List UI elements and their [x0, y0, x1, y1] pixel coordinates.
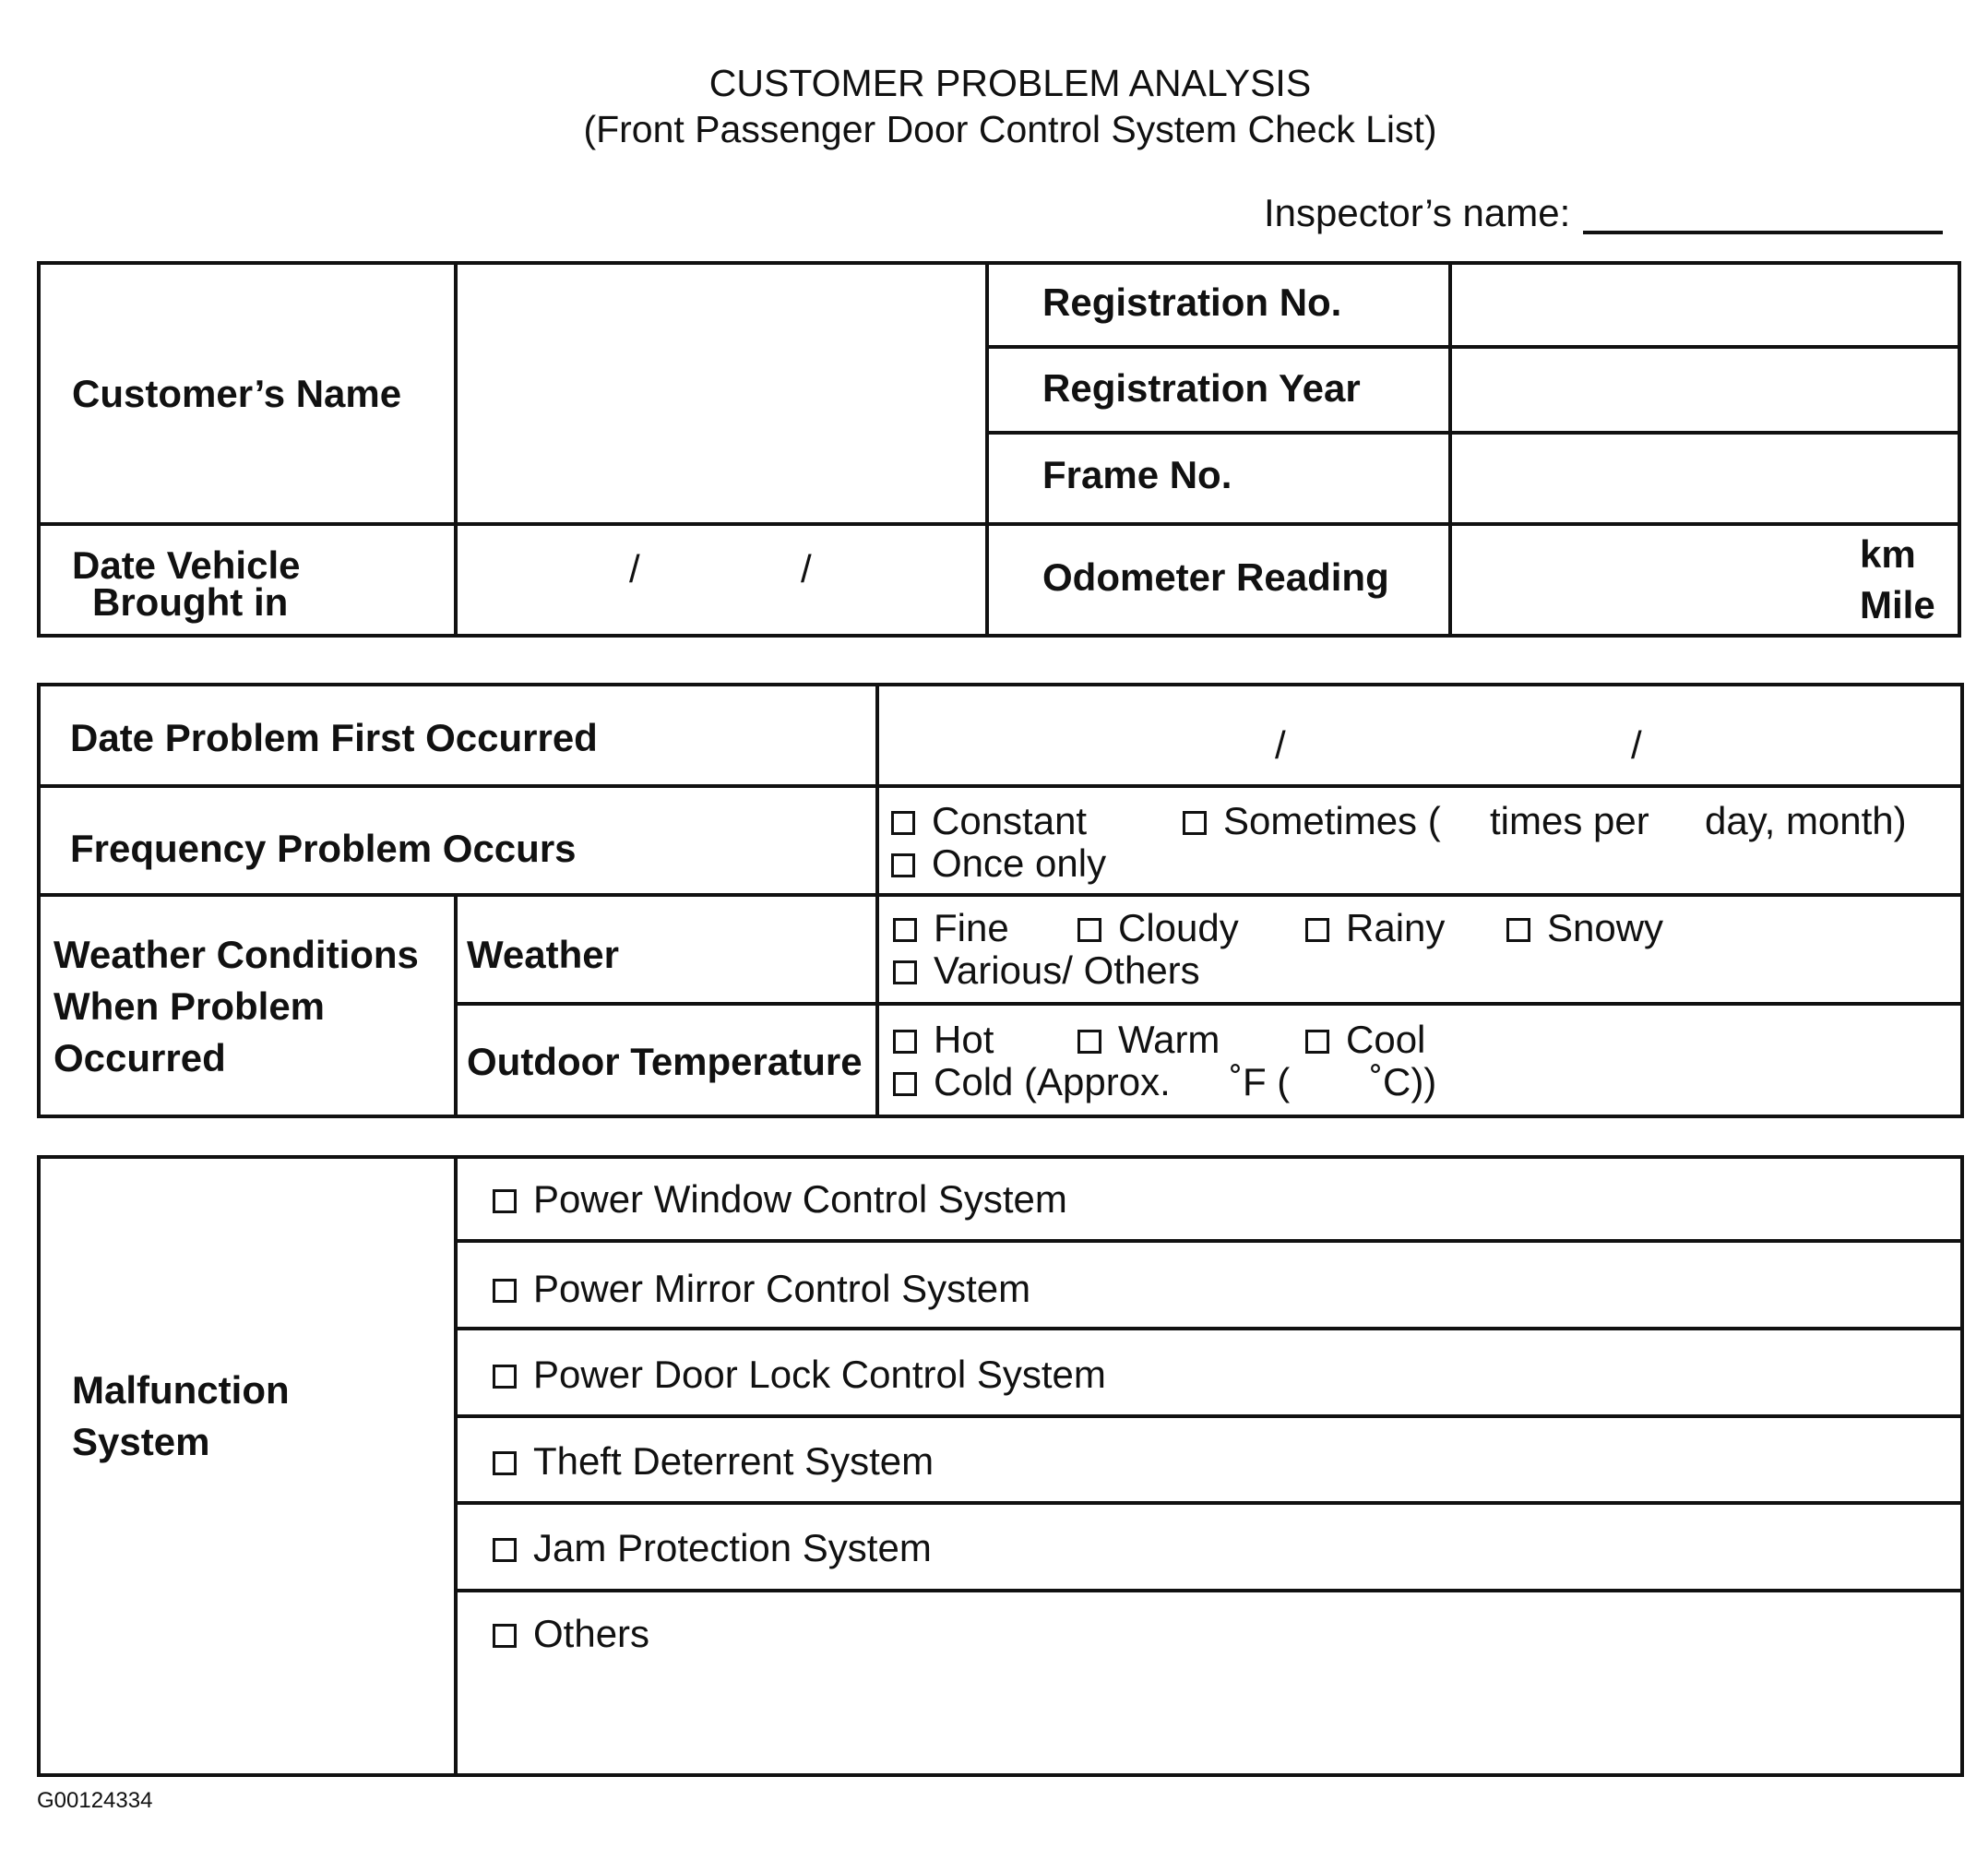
- malfunction-system-label-line2: System: [72, 1420, 210, 1463]
- frequency-option-constant[interactable]: Constant: [891, 800, 1087, 842]
- malfunction-option-power-window[interactable]: Power Window Control System: [493, 1178, 1067, 1221]
- temperature-option-cool[interactable]: Cool: [1305, 1019, 1425, 1061]
- form-title: CUSTOMER PROBLEM ANALYSIS: [708, 62, 1312, 104]
- checkbox[interactable]: [493, 1624, 517, 1648]
- registration-year-label: Registration Year: [1042, 366, 1361, 410]
- inspector-name-field[interactable]: [1583, 231, 1943, 234]
- temperature-option-cold[interactable]: Cold (Approx.: [893, 1061, 1171, 1103]
- checkbox[interactable]: [891, 853, 915, 877]
- registration-no-field[interactable]: [1456, 268, 1954, 343]
- odometer-reading-label: Odometer Reading: [1042, 555, 1389, 599]
- frame-no-label: Frame No.: [1042, 453, 1232, 496]
- odometer-reading-field[interactable]: [1456, 528, 1843, 633]
- frame-no-field[interactable]: [1456, 436, 1954, 519]
- weather-option-rainy[interactable]: Rainy: [1305, 907, 1445, 949]
- date-first-occurred-field[interactable]: [883, 690, 1958, 781]
- weather-option-various[interactable]: Various/ Others: [893, 949, 1200, 992]
- malfunction-option-power-mirror[interactable]: Power Mirror Control System: [493, 1268, 1030, 1310]
- customer-name-label: Customer’s Name: [72, 372, 402, 415]
- odometer-unit-km: km: [1860, 532, 1916, 576]
- malfunction-option-theft-deterrent[interactable]: Theft Deterrent System: [493, 1440, 934, 1483]
- registration-no-label: Registration No.: [1042, 280, 1342, 324]
- date-brought-in-label-line1: Date Vehicle: [72, 543, 301, 587]
- date-brought-in-label-line2: Brought in: [92, 580, 289, 624]
- registration-year-field[interactable]: [1456, 351, 1954, 428]
- checkbox[interactable]: [1077, 918, 1101, 942]
- checkbox[interactable]: [893, 1030, 917, 1054]
- weather-option-fine[interactable]: Fine: [893, 907, 1009, 949]
- checkbox[interactable]: [493, 1189, 517, 1213]
- date-first-occurred-label: Date Problem First Occurred: [70, 716, 598, 759]
- date-brought-in-field[interactable]: [461, 528, 980, 633]
- day-month-text: day, month): [1705, 799, 1907, 842]
- weather-option-snowy[interactable]: Snowy: [1506, 907, 1663, 949]
- checkbox[interactable]: [1305, 918, 1329, 942]
- times-per-text: times per: [1490, 799, 1649, 842]
- malfunction-system-table: [37, 1155, 1964, 1777]
- frequency-label: Frequency Problem Occurs: [70, 827, 577, 870]
- weather-option-cloudy[interactable]: Cloudy: [1077, 907, 1239, 949]
- deg-c-text: ˚C)): [1370, 1060, 1437, 1103]
- malfunction-system-label-line1: Malfunction: [72, 1368, 290, 1412]
- checkbox[interactable]: [1305, 1030, 1329, 1054]
- checkbox[interactable]: [891, 811, 915, 835]
- temperature-option-warm[interactable]: Warm: [1077, 1019, 1220, 1061]
- checkbox[interactable]: [493, 1451, 517, 1475]
- malfunction-option-others[interactable]: Others: [493, 1613, 649, 1655]
- weather-conditions-label-line3: Occurred: [54, 1036, 226, 1079]
- checkbox[interactable]: [493, 1538, 517, 1562]
- odometer-unit-mile: Mile: [1860, 583, 1935, 626]
- deg-f-text: ˚F (: [1230, 1060, 1291, 1103]
- checkbox[interactable]: [1506, 918, 1530, 942]
- malfunction-option-power-door-lock[interactable]: Power Door Lock Control System: [493, 1353, 1106, 1396]
- checkbox[interactable]: [893, 1072, 917, 1096]
- temperature-option-hot[interactable]: Hot: [893, 1019, 994, 1061]
- weather-label: Weather: [467, 933, 619, 976]
- customer-name-field[interactable]: [461, 268, 980, 519]
- outdoor-temperature-label: Outdoor Temperature: [467, 1040, 863, 1083]
- date-separator: /: [801, 547, 812, 590]
- checkbox[interactable]: [1183, 811, 1207, 835]
- malfunction-option-jam-protection[interactable]: Jam Protection System: [493, 1527, 932, 1569]
- date-separator: /: [629, 547, 640, 590]
- form-subtitle: (Front Passenger Door Control System Check List): [583, 108, 1437, 150]
- checkbox[interactable]: [493, 1365, 517, 1389]
- checkbox[interactable]: [893, 918, 917, 942]
- checkbox[interactable]: [893, 960, 917, 984]
- inspector-name-label: Inspector’s name:: [1264, 191, 1571, 234]
- weather-conditions-label-line2: When Problem: [54, 984, 326, 1028]
- checkbox[interactable]: [1077, 1030, 1101, 1054]
- weather-conditions-label-line1: Weather Conditions: [54, 933, 419, 976]
- frequency-option-sometimes[interactable]: Sometimes (: [1183, 800, 1441, 842]
- checkbox[interactable]: [493, 1279, 517, 1303]
- frequency-option-once-only[interactable]: Once only: [891, 842, 1106, 885]
- date-separator: /: [1275, 723, 1286, 767]
- figure-code: G00124334: [37, 1788, 153, 1813]
- date-separator: /: [1631, 723, 1642, 767]
